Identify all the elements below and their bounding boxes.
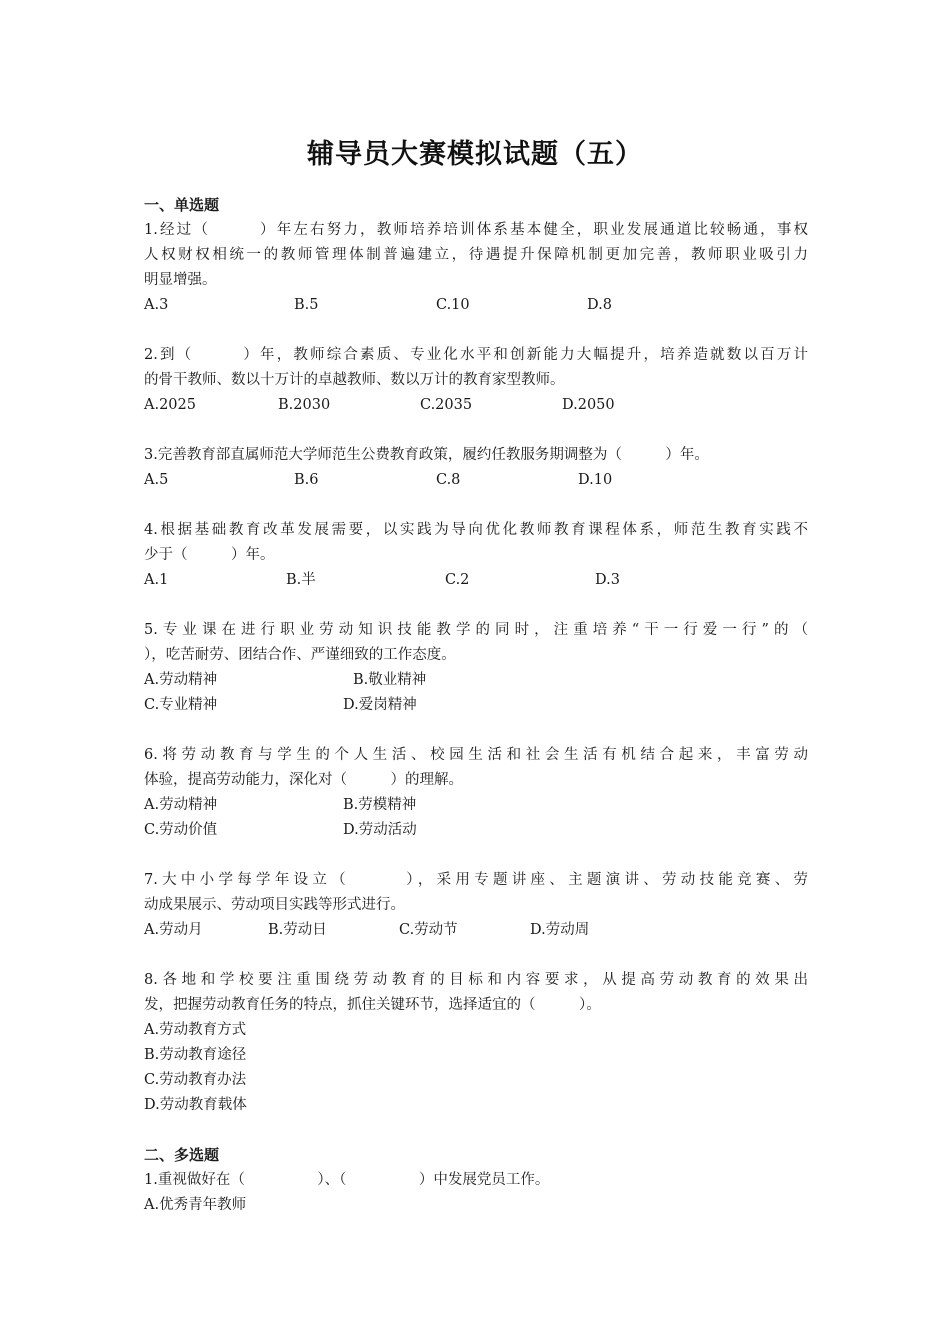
question-1 [144,218,808,318]
question-text-line: 1.经过（ ）年左右努力，教师培养培训体系基本健全，职业发展通道比较畅通，事权 [144,222,808,238]
question-text-line: 1.重视做好在（ ）、（ ）中发展党员工作。 [144,1172,550,1188]
option-b: B.5 [294,297,319,313]
question-6 [144,743,808,843]
option-d: D.10 [578,472,613,488]
question-text-line: 4.根据基础教育改革发展需要，以实践为导向优化教师教育课程体系，师范生教育实践不 [144,522,808,538]
question-2 [144,343,808,418]
option-c: C.2 [445,572,470,588]
question-text-line: 动成果展示、劳动项目实践等形式进行。 [144,897,405,913]
section-heading-multiple-choice: 二、多选题 [144,1146,220,1164]
option-c: C.8 [436,472,461,488]
option-a: A.5 [144,472,169,488]
option-b: B.劳模精神 [343,797,417,813]
option-d: D.8 [587,297,612,313]
option-d: D.劳动教育载体 [144,1097,247,1113]
options-row [144,568,808,593]
question-text-line: 发，把握劳动教育任务的特点，抓住关键环节，选择适宜的（ ）。 [144,997,601,1013]
option-c: C.劳动教育办法 [144,1072,247,1088]
multi-question-1 [144,1168,808,1218]
question-text-line: 的骨干教师、数以十万计的卓越教师、数以万计的教育家型教师。 [144,372,565,388]
option-a: A.劳动精神 [144,797,218,813]
options-row [144,293,808,318]
question-text-line: 8.各地和学校要注重围绕劳动教育的目标和内容要求，从提高劳动教育的效果出 [144,972,808,988]
options-row [144,818,808,843]
option-d: D.劳动活动 [343,822,417,838]
option-a: A.3 [144,297,169,313]
option-d: D.2050 [562,397,615,413]
option-b: B.半 [286,572,316,588]
option-d: D.爱岗精神 [343,697,417,713]
options-row [144,393,808,418]
options-row [144,468,808,493]
document-body [144,193,808,1218]
option-a: A.劳动月 [144,922,203,938]
option-a: A.优秀青年教师 [144,1197,247,1213]
question-text-line: 人权财权相统一的教师管理体制普遍建立，待遇提升保障机制更加完善，教师职业吸引力 [144,247,808,263]
option-d: D.劳动周 [530,922,590,938]
question-text-line: ），吃苦耐劳、团结合作、严谨细致的工作态度。 [144,647,456,663]
option-c: C.10 [436,297,470,313]
question-text-line: 5.专业课在进行职业劳动知识技能教学的同时，注重培养“干一行爱一行”的（ [144,622,808,638]
option-c: C.2035 [420,397,473,413]
option-b: B.劳动日 [268,922,327,938]
question-8 [144,968,808,1118]
option-b: B.2030 [278,397,331,413]
question-3 [144,443,808,493]
option-b: B.敬业精神 [353,672,427,688]
option-a: A.1 [144,572,169,588]
options-row [144,918,808,943]
option-c: C.劳动节 [399,922,458,938]
section-heading-single-choice: 一、单选题 [144,196,220,214]
options-row [144,793,808,818]
question-7 [144,868,808,943]
option-a: A.劳动精神 [144,672,218,688]
option-a: A.2025 [144,397,196,413]
question-text-line: 3.完善教育部直属师范大学师范生公费教育政策，履约任教服务期调整为（ ）年。 [144,447,709,463]
question-text-line: 2.到（ ）年，教师综合素质、专业化水平和创新能力大幅提升，培养造就数以百万计 [144,347,808,363]
option-d: D.3 [595,572,620,588]
question-4 [144,518,808,593]
question-text-line: 少于（ ）年。 [144,547,275,563]
question-text-line: 7.大中小学每学年设立（ ），采用专题讲座、主题演讲、劳动技能竞赛、劳 [144,872,808,888]
question-text-line: 体验，提高劳动能力，深化对（ ）的理解。 [144,772,463,788]
option-b: B.劳动教育途径 [144,1047,247,1063]
question-5 [144,618,808,718]
options-row [144,668,808,693]
options-row [144,693,808,718]
document-title: 辅导员大赛模拟试题（五） [307,139,643,170]
option-c: C.劳动价值 [144,822,218,838]
question-text-line: 明显增强。 [144,272,217,288]
option-a: A.劳动教育方式 [144,1022,247,1038]
question-text-line: 6.将劳动教育与学生的个人生活、校园生活和社会生活有机结合起来，丰富劳动 [144,747,808,763]
option-c: C.专业精神 [144,697,218,713]
option-b: B.6 [294,472,319,488]
